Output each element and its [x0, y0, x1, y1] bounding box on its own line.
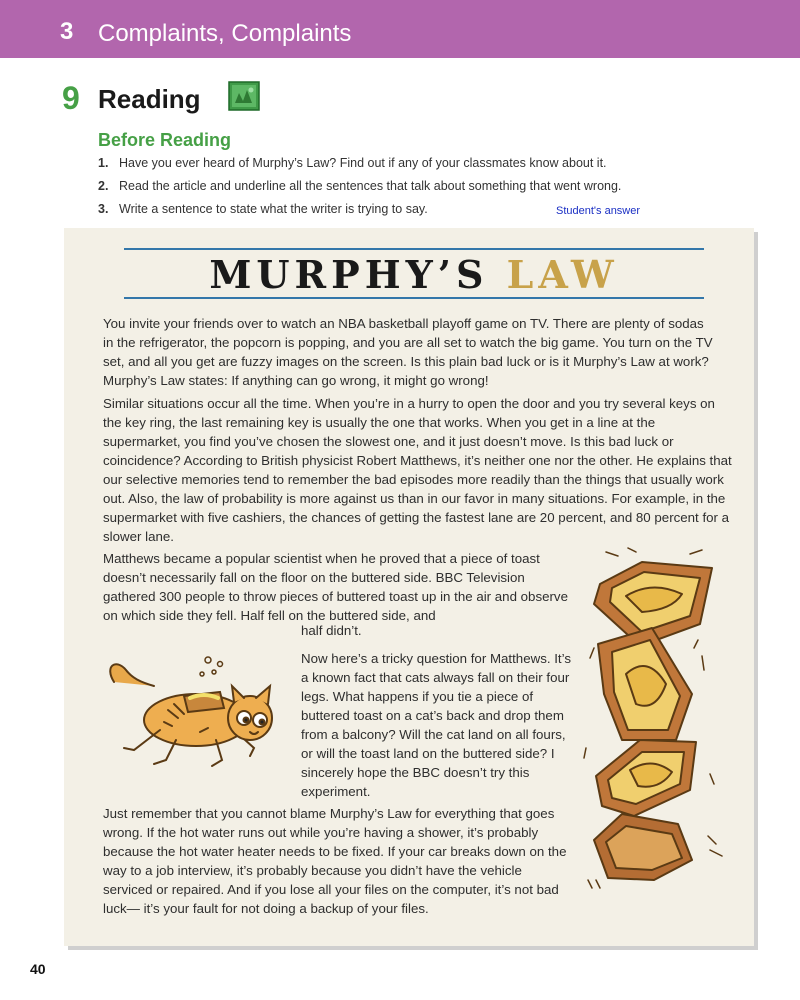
list-item: 2. Read the article and underline all the sentences that talk about something that went wrong.: [98, 179, 622, 193]
unit-number: 3: [60, 18, 74, 45]
before-reading-heading: Before Reading: [98, 130, 232, 150]
title-rule-bottom: [124, 297, 704, 299]
article-paragraph-5: Just remember that you cannot blame Murphy’s Law for everything that goes wrong. If the hot water runs out while you’re having a shower, it’s probably because the hot water heater needs to be fixed. If your car breaks down on the way to a job interview, it’s probably because you didn’t have the vehicle serviced or repaired. And if you lose all your files on the computer, it’s not bad luck— it’s your fault for not doing a backup of your files.: [103, 806, 567, 916]
article-paragraph-1: You invite your friends over to watch an NBA basketball playoff game on TV. There are plenty of sodas in the refrigerator, the popcorn is popping, and you are all set to watch the big game. You turn on the TV set, and all you get are fuzzy images on the screen. Is this plain bad luck or is it Murphy’s Law at work? Murphy’s Law states: If anything can go wrong, it might go wrong!: [103, 316, 713, 388]
unit-title: Complaints, Complaints: [98, 20, 352, 47]
title-rule-top: [124, 248, 704, 250]
before-reading-list: [98, 156, 738, 225]
article-paragraph-4: Now here’s a tricky question for Matthews. It’s a known fact that cats always fall on their four legs. What happens if you tie a piece of buttered toast on a cat’s back and drop them from a balcony? Will the cat land on all fours, or will the toast land on the buttered side? I sincerely hope the BBC doesn’t try this experiment.: [301, 651, 571, 799]
page-number: 40: [30, 961, 46, 977]
article-paragraph-2: Similar situations occur all the time. When you’re in a hurry to open the door and you try several keys on the key ring, the last remaining key is usually the one that works. When you get in a line at the supermarket, you find you’ve chosen the slowest one, and it just doesn’t move. Is this bad luck or coincidence? According to British physicist Robert Matthews, it’s neither one nor the other. He explains that our selective memories tend to remember the bad episodes more readily than the things that usually work out. Also, the law of probability is more against us than in our favor in many situations. For example, in the supermarket with five cashiers, the chances of getting the fastest lane are 20 percent, and 80 percent for a slower lane.: [103, 396, 732, 544]
article-title: MURPHY’S LAW: [209, 252, 619, 297]
falling-toast-illustration: [582, 544, 732, 914]
article-paragraph-3-end: half didn’t.: [301, 623, 362, 638]
student-answer-note: Student's answer: [556, 205, 641, 217]
cd-audio-icon[interactable]: [228, 81, 260, 111]
list-item: 3. Write a sentence to state what the writer is trying to say.: [98, 202, 428, 216]
list-item: 1. Have you ever heard of Murphy’s Law? Find out if any of your classmates know about it.: [98, 156, 607, 170]
cat-with-toast-illustration: [104, 652, 294, 770]
article-paragraph-3: Matthews became a popular scientist when he proved that a piece of toast doesn’t necessarily fall on the floor on the buttered side. BBC Television gathered 300 people to throw pieces of buttered toast up in the air and observe on which side they fell. Half fell on the buttered side, and: [103, 551, 568, 623]
section-title: Reading: [98, 84, 201, 114]
unit-header-bar: [0, 0, 800, 58]
section-number: 9: [62, 80, 80, 116]
